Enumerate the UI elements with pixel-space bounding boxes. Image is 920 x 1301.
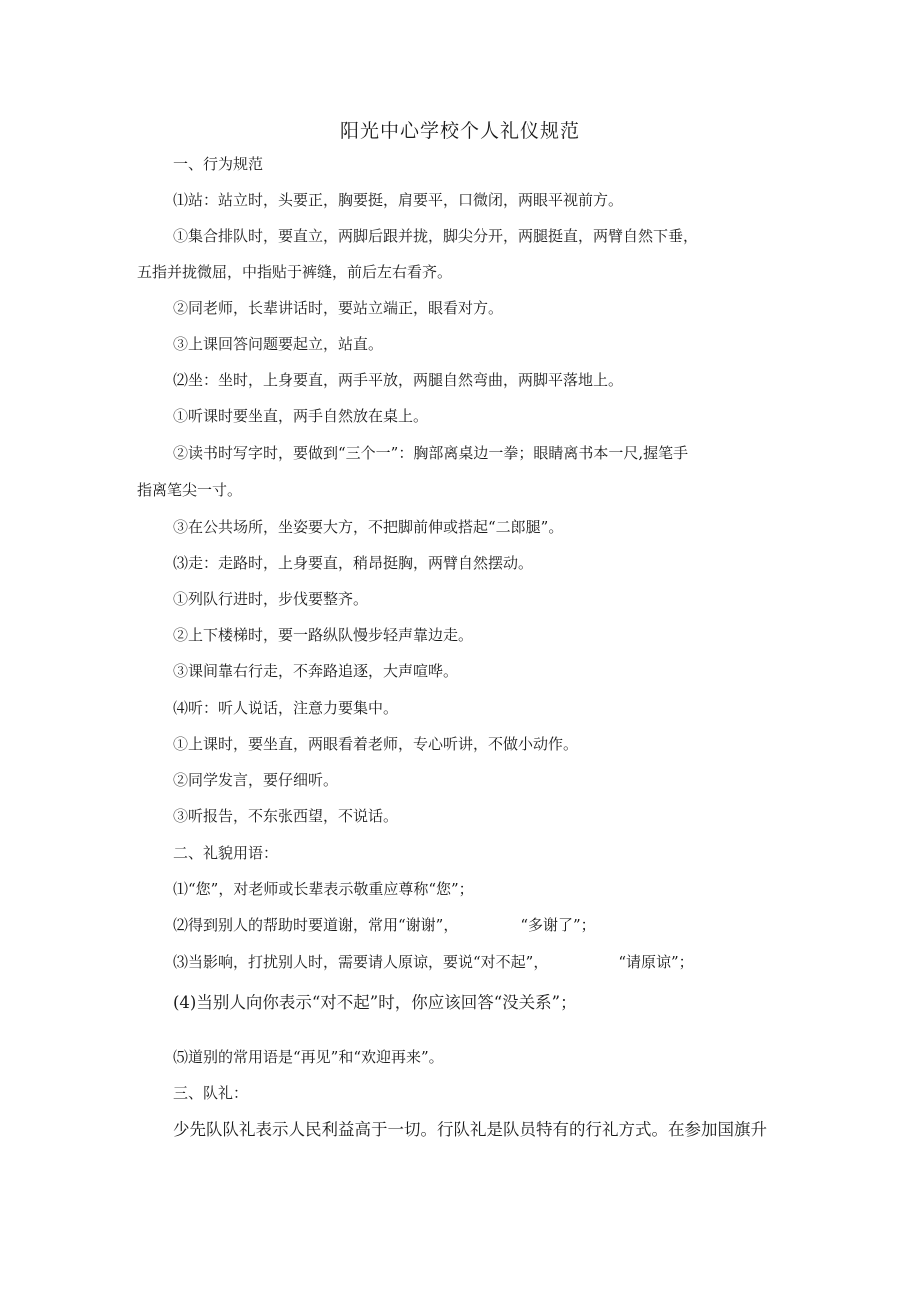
heading-behavior: 一、行为规范 [173,155,264,173]
paragraph-line: 五指并拢微屈，中指贴于裤缝，前后左右看齐。 [137,263,453,281]
heading-team-salute: 三、队礼： [173,1084,249,1102]
paragraph-line: ②上下楼梯时，要一路纵队慢步轻声靠边走。 [173,626,474,644]
paragraph-line: ③听报告，不东张西望，不说话。 [173,807,399,825]
paragraph-line: ①上课时，要坐直，两眼看着老师，专心听讲，不做小动作。 [173,735,579,753]
heading-polite-words: 二、礼貌用语： [173,844,279,862]
paragraph-line: ①列队行进时，步伐要整齐。 [173,590,369,608]
paragraph-line: ⑶走：走路时，上身要直，稍昂挺胸，两臂自然摆动。 [173,554,534,572]
paragraph-line: (4)当别人向你表示“对不起”时，你应该回答“没关系”； [173,993,577,1012]
line-part: ⑶当影响，打扰别人时，需要请人原谅，要说“对不起”， [173,953,549,971]
paragraph-line: ⑸道别的常用语是“再见”和“欢迎再来”。 [173,1048,444,1066]
line-part: ⑵得到别人的帮助时要道谢，常用“谢谢”， [173,916,459,934]
paragraph-line [173,952,694,972]
paragraph-line [173,915,596,935]
paragraph-line: ③课间靠右行走，不奔路追逐，大声喧哗。 [173,662,459,680]
paragraph-line: ⑷听：听人说话，注意力要集中。 [173,699,399,717]
paragraph-line: ③在公共场所，坐姿要大方，不把脚前伸或搭起“二郎腿”。 [173,518,564,536]
line-part: “请原谅”； [618,953,694,971]
paragraph-line: ①听课时要坐直，两手自然放在桌上。 [173,407,429,425]
paragraph-line: ②读书时写字时，要做到“三个一”：胸部离桌边一拳；眼睛离书本一尺,握笔手 [173,444,689,462]
paragraph-line: ①集合排队时，要直立，两脚后跟并拢，脚尖分开，两腿挺直，两臂自然下垂， [173,227,699,245]
paragraph-line: ⑴“您”，对老师或长辈表示敬重应尊称“您”； [173,880,474,898]
paragraph-line: 指离笔尖一寸。 [137,481,243,499]
document-title: 阳光中心学校个人礼仪规范 [339,120,580,142]
paragraph-line: ⑴站：站立时，头要正，胸要挺，肩要平，口微闭，两眼平视前方。 [173,191,624,209]
paragraph-line: 少先队队礼表示人民利益高于一切。行队礼是队员特有的行礼方式。在参加国旗升 [173,1120,767,1139]
paragraph-line: ⑵坐：坐时，上身要直，两手平放，两腿自然弯曲，两脚平落地上。 [173,371,624,389]
paragraph-line: ②同老师，长辈讲话时，要站立端正，眼看对方。 [173,299,504,317]
line-part: “多谢了”； [520,916,596,934]
paragraph-line: ②同学发言，要仔细听。 [173,771,339,789]
paragraph-line: ③上课回答问题要起立，站直。 [173,335,384,353]
